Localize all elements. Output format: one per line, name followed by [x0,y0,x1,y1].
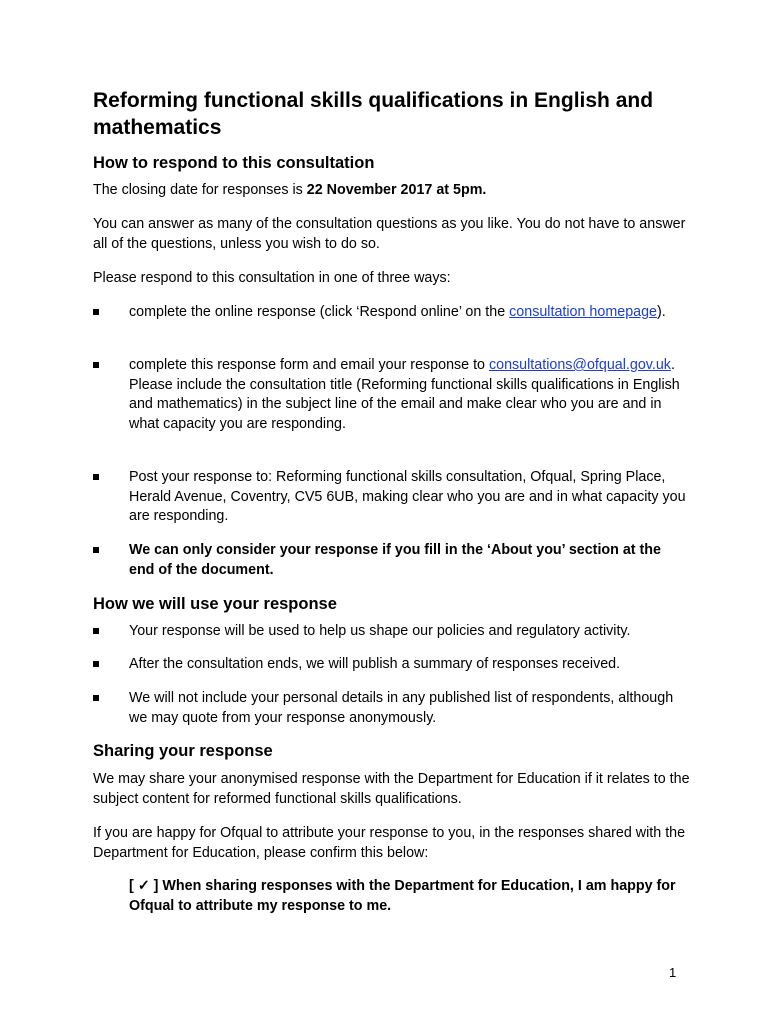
bullet-text: We can only consider your response if you fill in the ‘About you’ section at the end of the document. [129,542,661,578]
closing-date-value: 22 November 2017 at 5pm. [306,182,487,198]
bullet-text-suffix: . Please include the consultation title (Reforming functional skills qualifications in English and mathematics) in the subject line of the email and make clear who you are and in what capacity you are responding. [129,357,680,432]
bullet-text-suffix: ). [657,304,666,320]
sharing-heading: Sharing your response [93,742,273,760]
bullet-marker [93,661,99,667]
bullet-marker [93,628,99,634]
consultation-homepage-link[interactable]: consultation homepage [509,304,657,320]
document-title: Reforming functional skills qualifications in English and mathematics [93,89,654,139]
bullet-text [129,303,689,323]
closing-date-text [93,181,693,201]
consent-checkbox[interactable]: [ ✓ ] [129,878,159,894]
ways-intro: Please respond to this consultation in one of three ways: [93,270,451,286]
bullet-text: Post your response to: Reforming functional skills consultation, Ofqual, Spring Place, Herald Avenue, Coventry, CV5 6UB, making clear who you are and in what capacity you are responding. [129,469,686,524]
page-number: 1 [669,965,677,980]
bullet-text-prefix: complete this response form and email your response to [129,357,489,373]
bullet-marker [93,695,99,701]
bullet-text: We will not include your personal details in any published list of respondents, although we may quote from your response anonymously. [129,690,674,726]
sharing-para-1: We may share your anonymised response with the Department for Education if it relates to the subject content for reformed functional skills qualifications. [93,771,690,807]
sharing-para-2: If you are happy for Ofqual to attribute your response to you, in the responses shared with the Department for Education, please confirm this below: [93,825,686,861]
bullet-text: Your response will be used to help us shape our policies and regulatory activity. [129,623,631,639]
respond-heading: How to respond to this consultation [93,154,375,172]
answer-questions-para: You can answer as many of the consultation questions as you like. You do not have to answer all of the questions, unless you wish to do so. [93,216,686,252]
bullet-marker [93,309,99,315]
bullet-marker [93,547,99,553]
consultations-email-link[interactable]: consultations@ofqual.gov.uk [488,357,671,373]
bullet-text [129,356,689,434]
bullet-marker [93,474,99,480]
use-heading: How we will use your response [93,595,337,613]
bullet-text: After the consultation ends, we will publish a summary of responses received. [129,656,621,672]
bullet-text-prefix: complete the online response (click ‘Respond online’ on the [129,304,510,320]
bullet-marker [93,362,99,368]
consent-text: When sharing responses with the Department for Education, I am happy for Ofqual to attribute my response to me. [129,878,676,914]
attribution-consent [129,877,689,916]
closing-date-prefix: The closing date for responses is [93,182,307,198]
